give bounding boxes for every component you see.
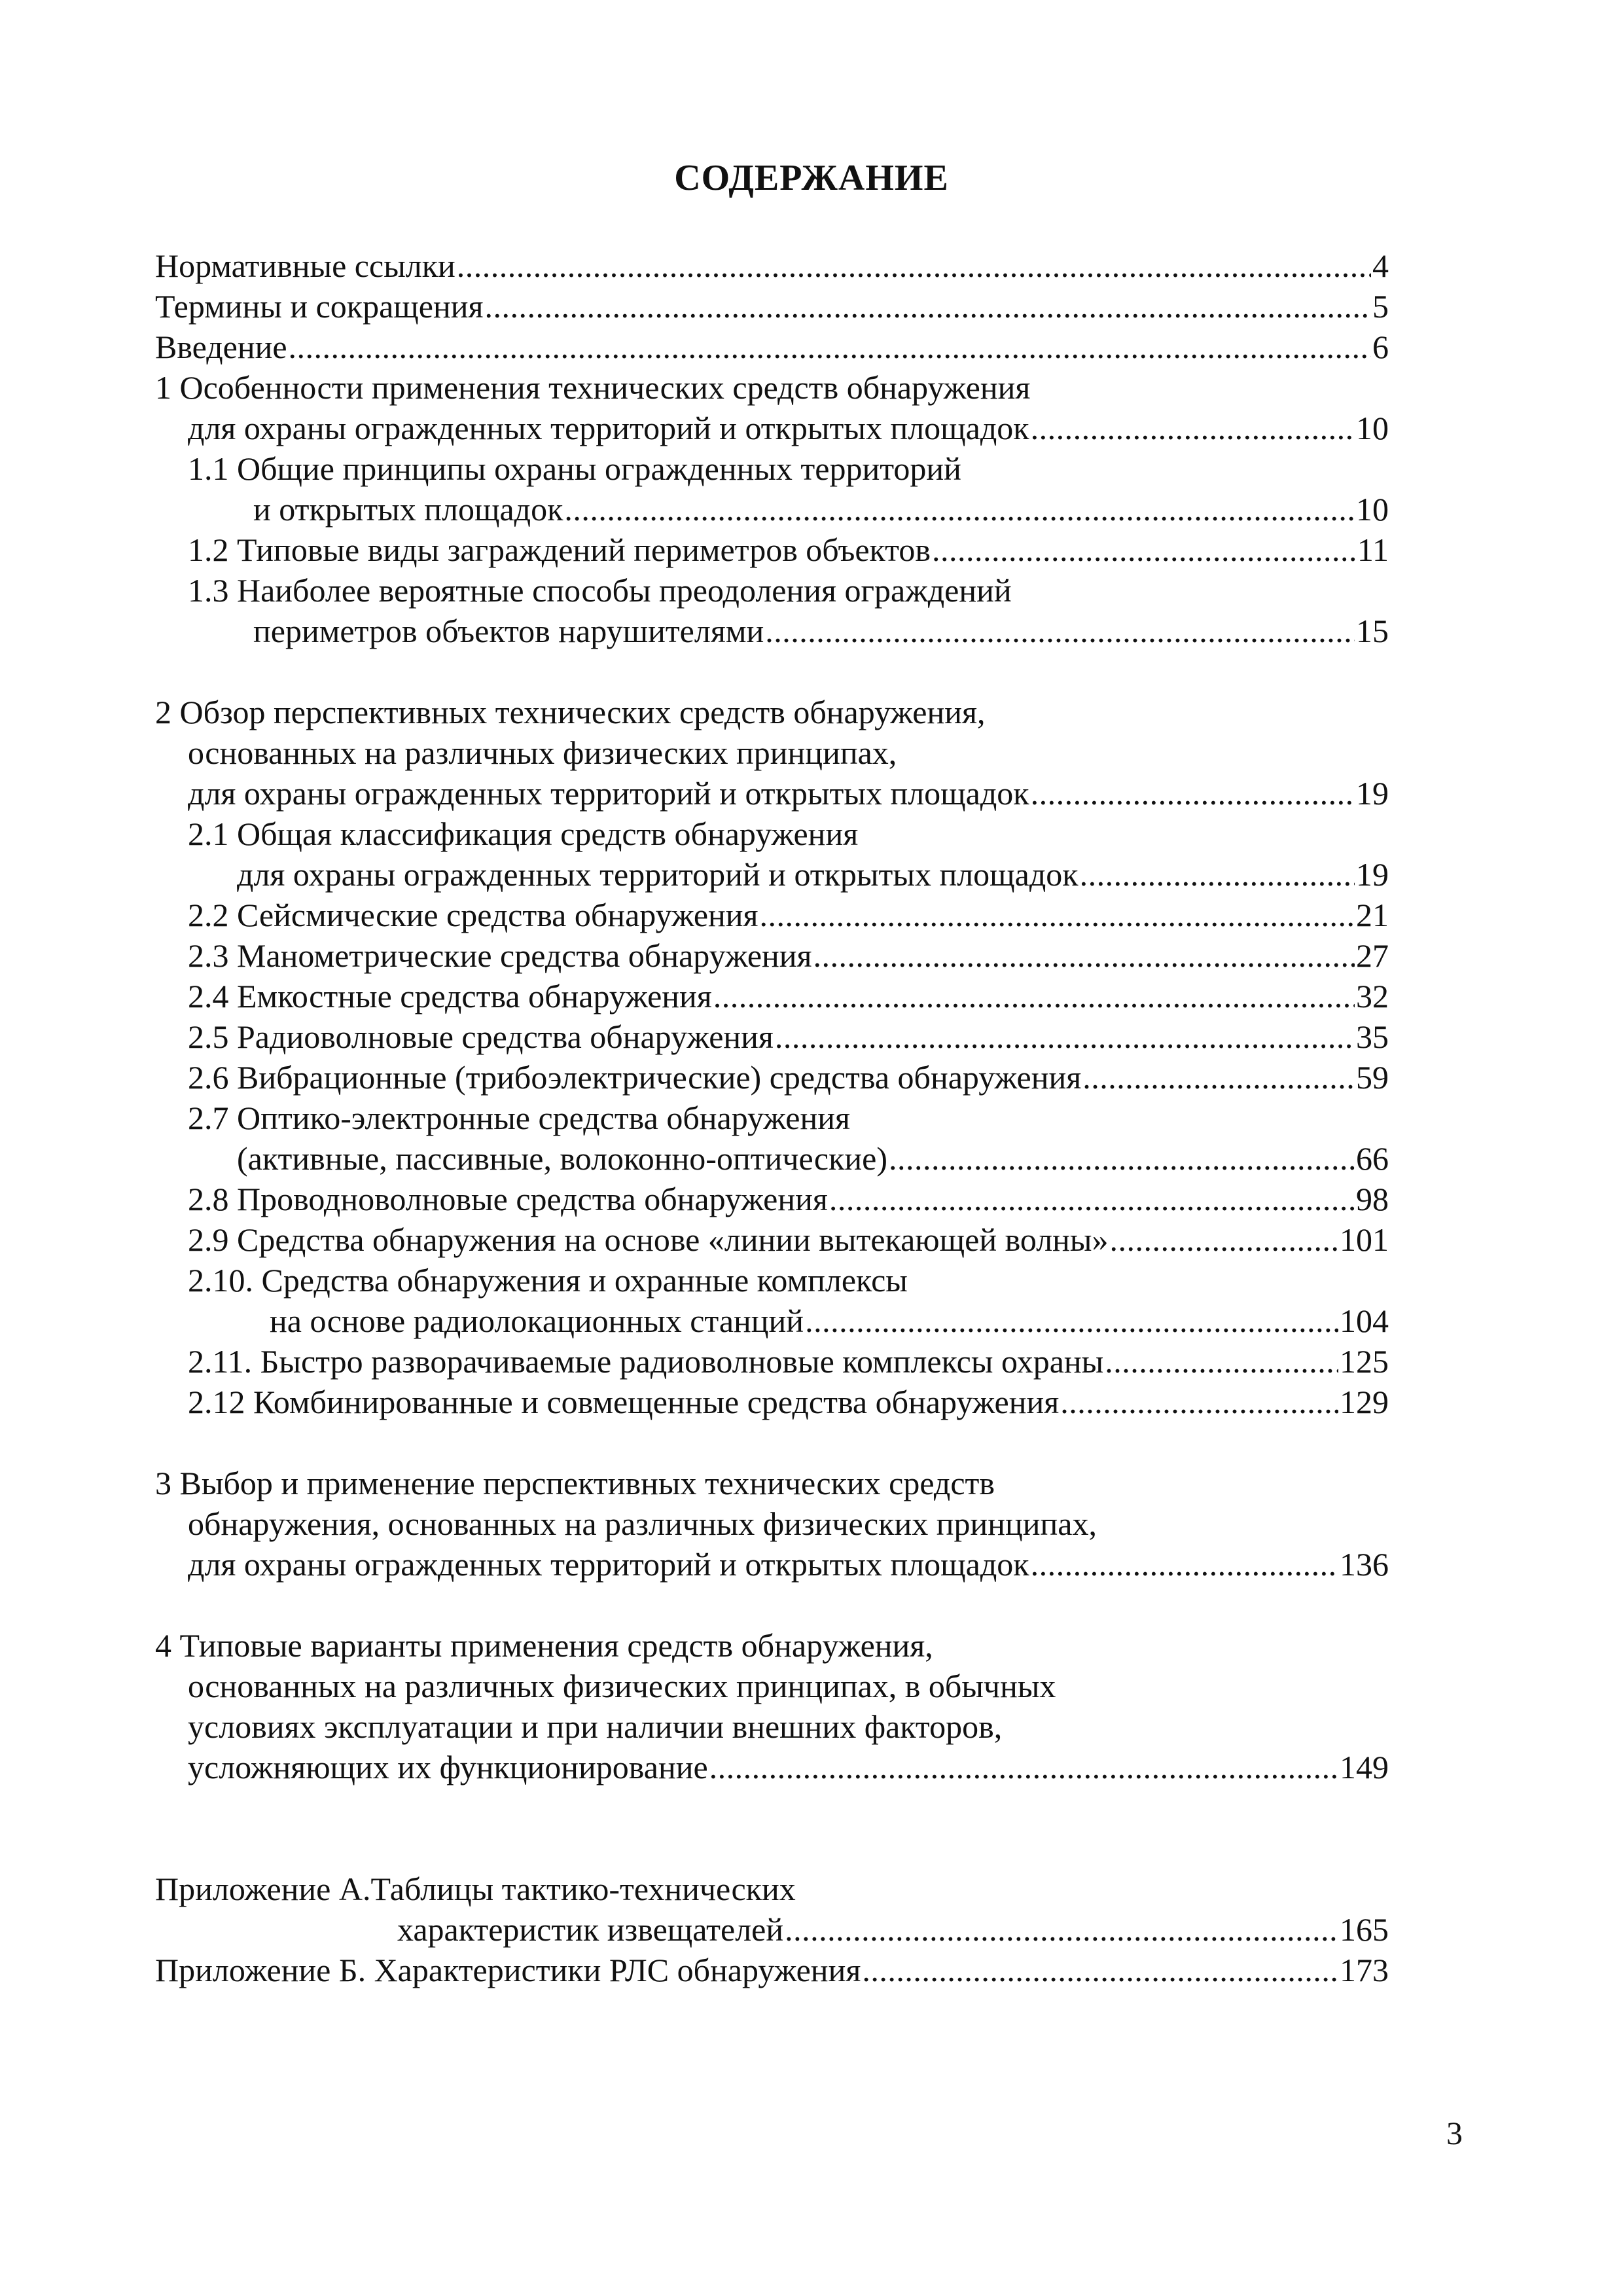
toc-entry-page: 173 <box>1340 1952 1389 1988</box>
toc-entry-title: основанных на различных физических принципах, в обычных <box>188 1668 1056 1704</box>
toc-entry[interactable] <box>155 1300 1389 1341</box>
toc-entry-title: 2.3 Манометрические средства обнаружения <box>188 937 812 974</box>
toc-entry-line[interactable] <box>155 448 1389 489</box>
toc-entry-page: 59 <box>1356 1059 1389 1096</box>
toc-entry-title: на основе радиолокационных станций <box>270 1302 804 1339</box>
toc-entry-title: (активные, пассивные, волоконно-оптические) <box>237 1140 887 1177</box>
section-gap <box>155 1787 1389 1869</box>
toc-entry-line[interactable] <box>155 1625 1389 1666</box>
dot-leader <box>785 1909 1338 1950</box>
toc-entry-title: 2.7 Оптико-электронные средства обнаружения <box>188 1100 850 1136</box>
dot-leader <box>862 1950 1338 1990</box>
dot-leader <box>484 286 1371 327</box>
toc-entry-page: 35 <box>1356 1018 1389 1055</box>
toc-entry-title: условиях эксплуатации и при наличии внешних факторов, <box>188 1708 1003 1745</box>
toc-entry[interactable] <box>155 327 1389 367</box>
toc-entry-title: Нормативные ссылки <box>155 247 455 284</box>
dot-leader <box>805 1300 1338 1341</box>
toc-entry[interactable] <box>155 773 1389 814</box>
toc-entry-line[interactable] <box>155 570 1389 611</box>
toc-entry-title: 1.3 Наиболее вероятные способы преодоления ограждений <box>188 572 1012 609</box>
toc-entry-title: 2.2 Сейсмические средства обнаружения <box>188 897 758 933</box>
toc-entry-title: Приложение А.Таблицы тактико-технических <box>155 1871 796 1907</box>
toc-entry[interactable] <box>155 1909 1389 1950</box>
toc-entry[interactable] <box>155 1057 1389 1098</box>
toc-entry-page: 136 <box>1340 1546 1389 1583</box>
toc-entry-page: 19 <box>1356 856 1389 893</box>
dot-leader <box>1105 1341 1338 1382</box>
toc-entry-title: 2.8 Проводноволновые средства обнаружения <box>188 1181 828 1217</box>
toc-entry-line[interactable] <box>155 1706 1389 1747</box>
table-of-contents <box>155 245 1389 1990</box>
toc-entry-page: 98 <box>1356 1181 1389 1217</box>
section-gap <box>155 1585 1389 1625</box>
page-number: 3 <box>1446 2115 1463 2151</box>
dot-leader <box>760 895 1355 935</box>
dot-leader <box>289 327 1371 367</box>
toc-entry-title: периметров объектов нарушителями <box>253 613 764 649</box>
toc-entry[interactable] <box>155 1138 1389 1179</box>
toc-entry[interactable] <box>155 935 1389 976</box>
toc-entry-title: 3 Выбор и применение перспективных технических средств <box>155 1465 995 1501</box>
dot-leader <box>1080 854 1355 895</box>
toc-entry-title: 2.12 Комбинированные и совмещенные средства обнаружения <box>188 1384 1060 1420</box>
toc-entry-title: 2.4 Емкостные средства обнаружения <box>188 978 712 1014</box>
toc-entry[interactable] <box>155 1341 1389 1382</box>
dot-leader <box>775 1016 1355 1057</box>
toc-entry-page: 101 <box>1340 1221 1389 1258</box>
toc-entry-title: 2.1 Общая классификация средств обнаружения <box>188 816 859 852</box>
toc-entry-line[interactable] <box>155 367 1389 408</box>
toc-entry-title: для охраны огражденных территорий и открытых площадок <box>188 1546 1029 1583</box>
dot-leader <box>765 611 1355 651</box>
toc-entry[interactable] <box>155 854 1389 895</box>
toc-entry-line[interactable] <box>155 1463 1389 1503</box>
toc-entry[interactable] <box>155 611 1389 651</box>
toc-entry-page: 149 <box>1340 1749 1389 1785</box>
toc-entry-page: 10 <box>1356 491 1389 528</box>
toc-entry[interactable] <box>155 245 1389 286</box>
dot-leader <box>1031 408 1355 448</box>
toc-entry[interactable] <box>155 1382 1389 1422</box>
toc-entry[interactable] <box>155 1016 1389 1057</box>
dot-leader <box>709 1747 1338 1787</box>
toc-entry-title: для охраны огражденных территорий и открытых площадок <box>188 410 1029 446</box>
toc-entry-page: 4 <box>1372 247 1389 284</box>
dot-leader <box>932 529 1356 570</box>
toc-entry-title: Введение <box>155 329 287 365</box>
toc-entry-title: 2 Обзор перспективных технических средств обнаружения, <box>155 694 986 730</box>
toc-entry[interactable] <box>155 408 1389 448</box>
toc-entry-page: 66 <box>1356 1140 1389 1177</box>
dot-leader <box>1110 1219 1339 1260</box>
toc-entry[interactable] <box>155 976 1389 1016</box>
toc-entry-page: 104 <box>1340 1302 1389 1339</box>
toc-entry-title: основанных на различных физических принципах, <box>188 734 897 771</box>
toc-entry-page: 6 <box>1372 329 1389 365</box>
toc-entry[interactable] <box>155 895 1389 935</box>
toc-entry-title: 2.10. Средства обнаружения и охранные комплексы <box>188 1262 908 1299</box>
toc-entry-page: 19 <box>1356 775 1389 812</box>
toc-entry[interactable] <box>155 1747 1389 1787</box>
dot-leader <box>813 935 1355 976</box>
toc-entry-title: 1.1 Общие принципы охраны огражденных территорий <box>188 450 961 487</box>
toc-entry-title: обнаружения, основанных на различных физических принципах, <box>188 1505 1097 1542</box>
toc-entry-title: 1 Особенности применения технических средств обнаружения <box>155 369 1031 406</box>
dot-leader <box>457 245 1371 286</box>
toc-entry-page: 21 <box>1356 897 1389 933</box>
toc-entry-title: 2.9 Средства обнаружения на основе «линии вытекающей волны» <box>188 1221 1109 1258</box>
toc-entry[interactable] <box>155 1544 1389 1585</box>
toc-entry-line[interactable] <box>155 1503 1389 1544</box>
toc-entry-title: для охраны огражденных территорий и открытых площадок <box>237 856 1079 893</box>
toc-entry-title: 2.11. Быстро разворачиваемые радиоволновые комплексы охраны <box>188 1343 1104 1380</box>
toc-entry-title: и открытых площадок <box>253 491 563 528</box>
dot-leader <box>1031 773 1355 814</box>
dot-leader <box>829 1179 1355 1219</box>
dot-leader <box>713 976 1355 1016</box>
toc-entry[interactable] <box>155 286 1389 327</box>
toc-entry-title: для охраны огражденных территорий и открытых площадок <box>188 775 1029 812</box>
toc-entry-title: характеристик извещателей <box>397 1911 784 1948</box>
toc-entry[interactable] <box>155 489 1389 529</box>
toc-entry-title: 1.2 Типовые виды заграждений периметров объектов <box>188 531 931 568</box>
toc-entry-page: 5 <box>1372 288 1389 325</box>
toc-entry[interactable] <box>155 529 1389 570</box>
toc-entry-title: Термины и сокращения <box>155 288 484 325</box>
toc-entry-line[interactable] <box>155 692 1389 732</box>
toc-entry-line[interactable] <box>155 732 1389 773</box>
dot-leader <box>889 1138 1355 1179</box>
section-gap <box>155 651 1389 692</box>
toc-entry-line[interactable] <box>155 1098 1389 1138</box>
dot-leader <box>1031 1544 1338 1585</box>
toc-entry[interactable] <box>155 1950 1389 1990</box>
toc-entry-page: 129 <box>1340 1384 1389 1420</box>
page-title: СОДЕРЖАНИЕ <box>674 158 949 198</box>
dot-leader <box>1082 1057 1355 1098</box>
section-gap <box>155 1422 1389 1463</box>
toc-entry-line[interactable] <box>155 1260 1389 1300</box>
toc-entry-title: 2.5 Радиоволновые средства обнаружения <box>188 1018 774 1055</box>
dot-leader <box>1060 1382 1338 1422</box>
toc-entry-page: 11 <box>1357 531 1389 568</box>
toc-entry-line[interactable] <box>155 814 1389 854</box>
toc-entry-title: 2.6 Вибрационные (трибоэлектрические) средства обнаружения <box>188 1059 1082 1096</box>
toc-entry[interactable] <box>155 1219 1389 1260</box>
toc-entry[interactable] <box>155 1179 1389 1219</box>
toc-entry-page: 15 <box>1356 613 1389 649</box>
toc-entry-page: 10 <box>1356 410 1389 446</box>
toc-entry-title: Приложение Б. Характеристики РЛС обнаружения <box>155 1952 861 1988</box>
toc-entry-page: 165 <box>1340 1911 1389 1948</box>
toc-entry-title: 4 Типовые варианты применения средств обнаружения, <box>155 1627 933 1664</box>
toc-entry-title: усложняющих их функционирование <box>188 1749 708 1785</box>
toc-entry-line[interactable] <box>155 1869 1389 1909</box>
toc-entry-line[interactable] <box>155 1666 1389 1706</box>
dot-leader <box>564 489 1355 529</box>
toc-entry-page: 125 <box>1340 1343 1389 1380</box>
toc-entry-page: 32 <box>1356 978 1389 1014</box>
toc-entry-page: 27 <box>1356 937 1389 974</box>
